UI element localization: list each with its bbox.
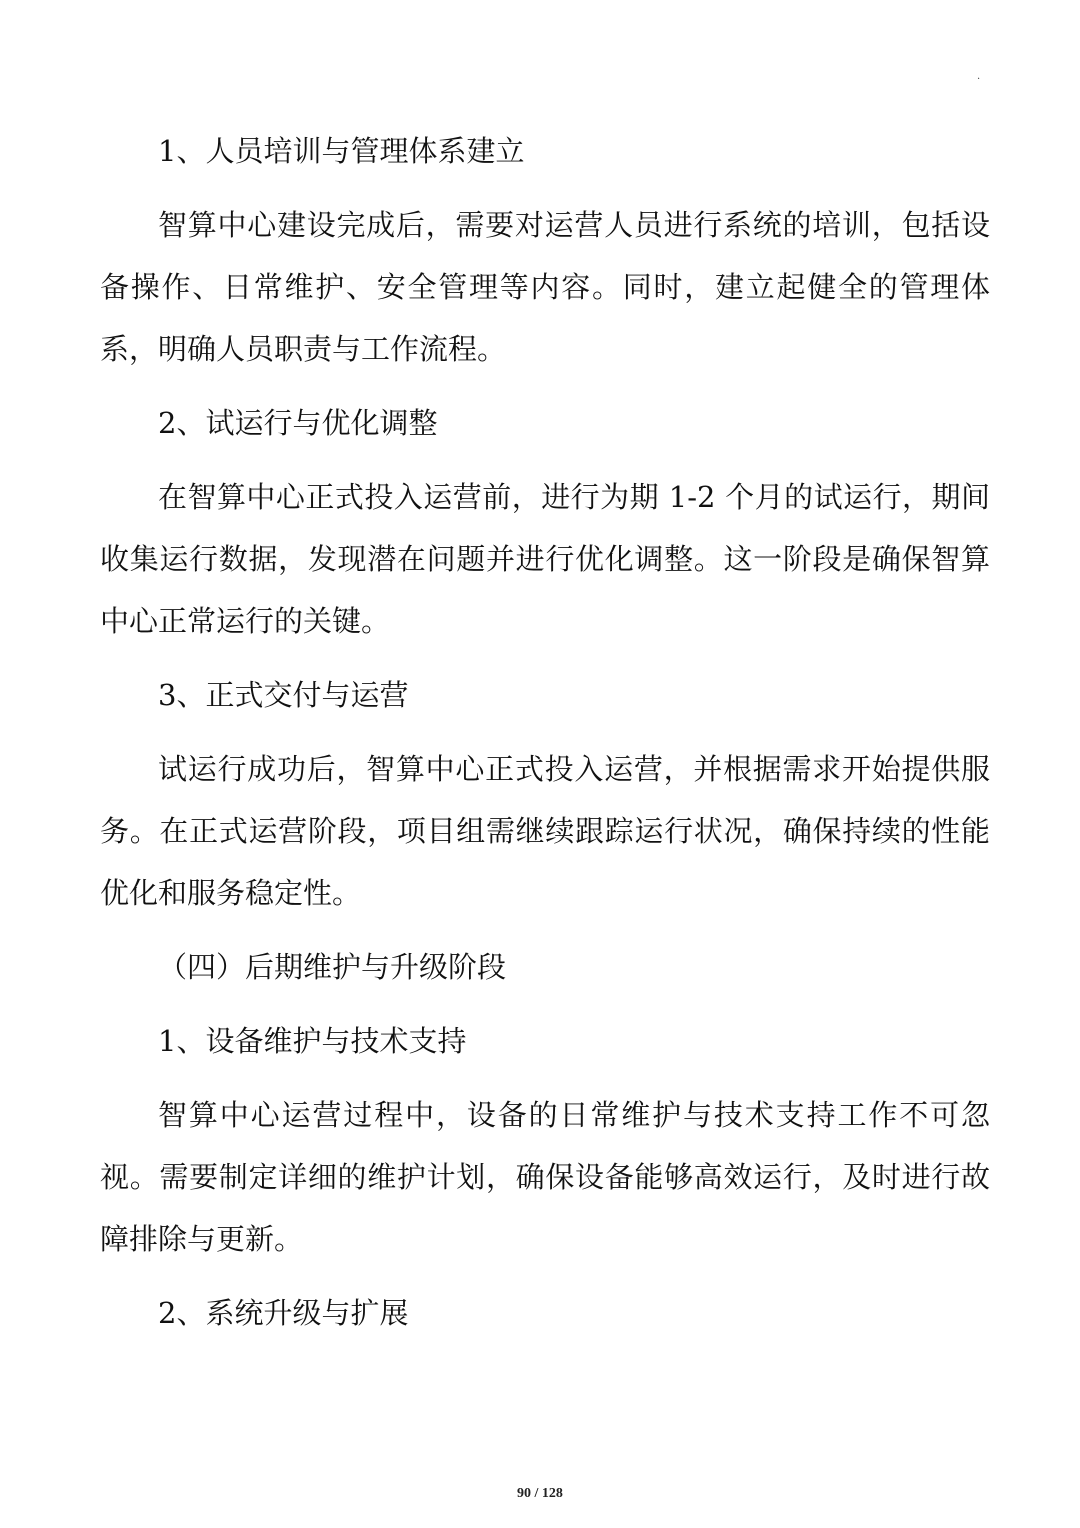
paragraph: 试运行成功后，智算中心正式投入运营，并根据需求开始提供服务。在正式运营阶段，项目组需继续跟踪运行状况，确保持续的性能优化和服务稳定性。 bbox=[100, 752, 990, 910]
paragraph: 在智算中心正式投入运营前，进行为期 1-2 个月的试运行，期间收集运行数据，发现潜在问题并进行优化调整。这一阶段是确保智算中心正常运行的关键。 bbox=[100, 480, 990, 638]
corner-mark: . bbox=[977, 71, 981, 82]
section-heading: 2、系统升级与扩展 bbox=[158, 1296, 409, 1330]
section-heading: 2、试运行与优化调整 bbox=[158, 406, 438, 440]
page-number: 90 / 128 bbox=[517, 1486, 563, 1501]
chapter-heading: （四）后期维护与升级阶段 bbox=[158, 950, 507, 984]
section-heading: 1、人员培训与管理体系建立 bbox=[158, 134, 525, 168]
paragraph: 智算中心建设完成后，需要对运营人员进行系统的培训，包括设备操作、日常维护、安全管理等内容。同时，建立起健全的管理体系，明确人员职责与工作流程。 bbox=[100, 208, 990, 366]
document-body bbox=[100, 120, 990, 1356]
section-heading: 1、设备维护与技术支持 bbox=[158, 1024, 467, 1058]
paragraph: 智算中心运营过程中，设备的日常维护与技术支持工作不可忽视。需要制定详细的维护计划，确保设备能够高效运行，及时进行故障排除与更新。 bbox=[100, 1098, 990, 1256]
section-heading: 3、正式交付与运营 bbox=[158, 678, 409, 712]
